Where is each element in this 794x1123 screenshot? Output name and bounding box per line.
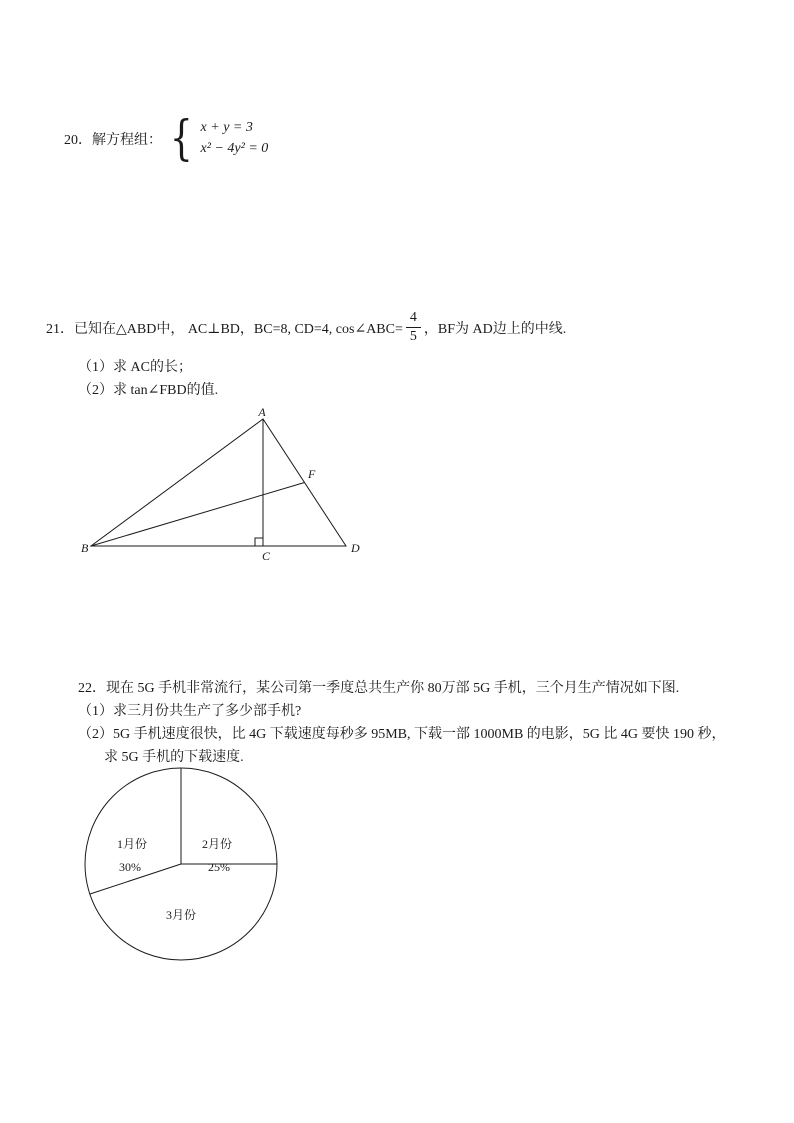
pie-label-jan: 1月份: [116, 837, 148, 851]
problem-20: [64, 110, 269, 166]
problem-22-part2-line2: 求 5G 手机的下载速度.: [104, 750, 244, 765]
median-bf: [91, 483, 305, 547]
right-angle-mark: [255, 538, 263, 546]
equation-2: x² − 4y² = 0: [200, 141, 269, 157]
pie-label-mar: 3月份: [165, 908, 197, 922]
equation-1: x + y = 3: [200, 120, 253, 136]
problem-22-intro: 22．现在 5G 手机非常流行，某公司第一季度总共生产你 80万部 5G 手机，三个月生产情况如下图.: [78, 681, 680, 696]
problem-22-part2-line1: （2）5G 手机速度很快，比 4G 下载速度每秒多 95MB, 下载一部 1000MB 的电影，5G 比 4G 要快 190 秒，: [78, 727, 726, 742]
vertex-label-f: F: [308, 467, 316, 481]
problem-21-intro-suffix: ，BF为 AD边上的中线.: [423, 321, 567, 337]
fraction-numerator: 4: [406, 310, 421, 328]
vertex-label-b: B: [81, 541, 89, 555]
triangle-outline: [91, 419, 346, 546]
vertex-label-c: C: [261, 549, 271, 563]
problem-21-part2: （2）求 tan∠FBD的值.: [78, 383, 219, 398]
problem-20-label: 20．解方程组：: [64, 132, 162, 148]
fraction-4-5: [406, 310, 421, 345]
system-brace: {: [169, 110, 193, 166]
pie-chart-figure: [80, 763, 285, 968]
triangle-figure: [80, 408, 380, 570]
vertex-label-d: D: [351, 541, 360, 555]
pie-pct-jan: 30%: [119, 860, 141, 874]
problem-22-part1: （1）求三月份共生产了多少部手机?: [78, 704, 302, 719]
problem-21-part1: （1）求 AC的长；: [78, 360, 192, 375]
pie-pct-feb: 25%: [208, 860, 230, 874]
fraction-denominator: 5: [409, 329, 417, 345]
vertex-label-a: A: [258, 408, 266, 419]
pie-label-feb: 2月份: [201, 837, 233, 851]
problem-21-intro-prefix: 21．已知在△ABD中， AC⊥BD，BC=8, CD=4, cos∠ABC=: [46, 321, 403, 337]
problem-21-intro: [46, 310, 566, 345]
